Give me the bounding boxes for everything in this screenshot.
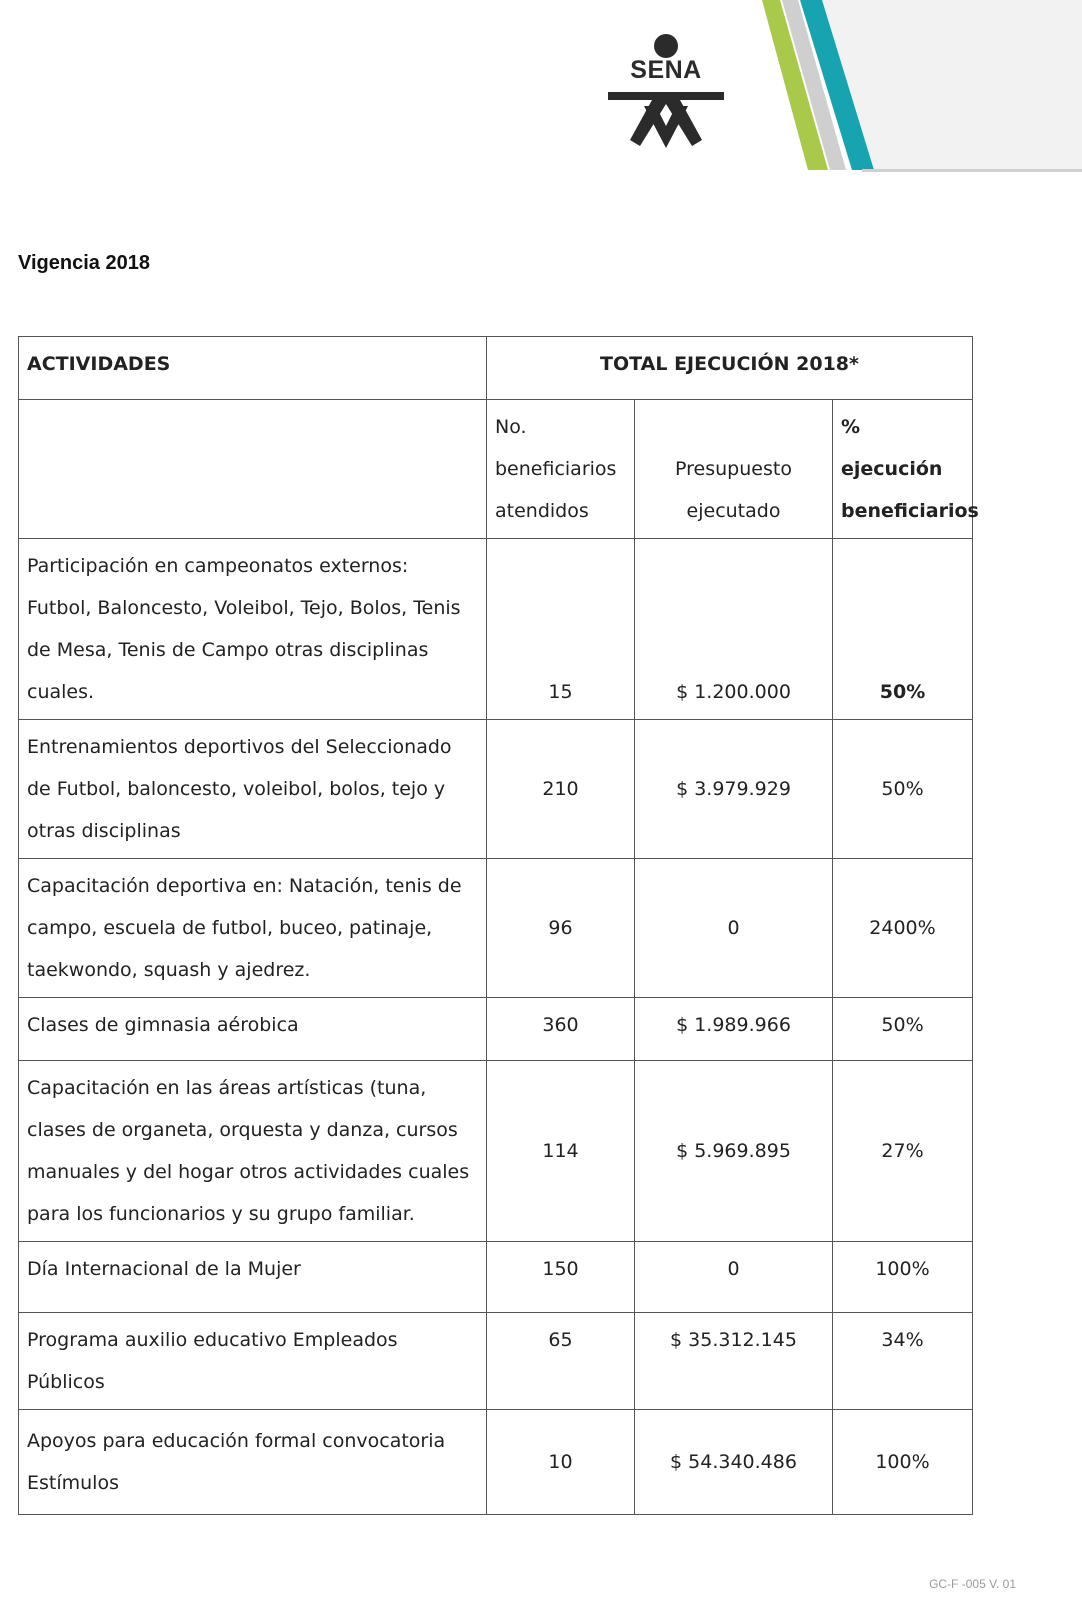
- row-beneficiaries: 114: [487, 1061, 635, 1242]
- subheader-percentage: % ejecución beneficiarios: [833, 400, 973, 539]
- row-activity: Participación en campeonatos externos: Futbol, Baloncesto, Voleibol, Tejo, Bolos, Tenis de Mesa, Tenis de Campo otras disciplinas cuales.: [19, 539, 487, 720]
- row-percentage: 27%: [833, 1061, 973, 1242]
- table-subheader-row: [19, 400, 973, 539]
- table-row: [19, 1313, 973, 1410]
- subheader-empty: [19, 400, 487, 539]
- sena-logo-text: SENA: [630, 56, 702, 84]
- row-budget: $ 1.200.000: [635, 539, 833, 720]
- table-row: [19, 720, 973, 859]
- row-percentage: 50%: [833, 998, 973, 1061]
- row-budget: 0: [635, 1242, 833, 1313]
- row-beneficiaries: 150: [487, 1242, 635, 1313]
- row-activity: Día Internacional de la Mujer: [19, 1242, 487, 1313]
- row-budget: $ 35.312.145: [635, 1313, 833, 1410]
- row-percentage: 2400%: [833, 859, 973, 998]
- row-activity: Programa auxilio educativo Empleados Públicos: [19, 1313, 487, 1410]
- subheader-beneficiaries: No. beneficiarios atendidos: [487, 400, 635, 539]
- table-row: [19, 539, 973, 720]
- row-beneficiaries: 360: [487, 998, 635, 1061]
- row-budget: $ 3.979.929: [635, 720, 833, 859]
- table-row: [19, 1410, 973, 1515]
- row-percentage: 100%: [833, 1410, 973, 1515]
- row-budget: 0: [635, 859, 833, 998]
- table-row: [19, 859, 973, 998]
- row-percentage: 100%: [833, 1242, 973, 1313]
- row-percentage: 34%: [833, 1313, 973, 1410]
- row-beneficiaries: 65: [487, 1313, 635, 1410]
- header-total-execution: TOTAL EJECUCIÓN 2018*: [487, 337, 973, 400]
- row-activity: Clases de gimnasia aérobica: [19, 998, 487, 1061]
- table-row: [19, 1061, 973, 1242]
- row-budget: $ 54.340.486: [635, 1410, 833, 1515]
- row-percentage: 50%: [833, 539, 973, 720]
- row-activity: Capacitación deportiva en: Natación, tenis de campo, escuela de futbol, buceo, patinaje, taekwondo, squash y ajedrez.: [19, 859, 487, 998]
- row-activity: Apoyos para educación formal convocatoria Estímulos: [19, 1410, 487, 1515]
- table-row: [19, 1242, 973, 1313]
- page-title: Vigencia 2018: [18, 252, 150, 274]
- header-stripes-decoration: [762, 0, 1082, 178]
- row-activity: Entrenamientos deportivos del Seleccionado de Futbol, baloncesto, voleibol, bolos, tejo y otras disciplinas: [19, 720, 487, 859]
- row-beneficiaries: 10: [487, 1410, 635, 1515]
- table-row: [19, 998, 973, 1061]
- row-budget: $ 5.969.895: [635, 1061, 833, 1242]
- row-beneficiaries: 15: [487, 539, 635, 720]
- table-header-row: [19, 337, 973, 400]
- form-code: GC-F -005 V. 01: [929, 1577, 1016, 1591]
- header-activities: ACTIVIDADES: [19, 337, 487, 400]
- row-beneficiaries: 210: [487, 720, 635, 859]
- row-budget: $ 1.989.966: [635, 998, 833, 1061]
- subheader-budget: Presupuesto ejecutado: [635, 400, 833, 539]
- sena-logo: [604, 30, 728, 154]
- row-beneficiaries: 96: [487, 859, 635, 998]
- row-activity: Capacitación en las áreas artísticas (tuna, clases de organeta, orquesta y danza, cursos manuales y del hogar otros actividades cuales para los funcionarios y su grupo familiar.: [19, 1061, 487, 1242]
- activities-table: [18, 336, 979, 1515]
- row-percentage: 50%: [833, 720, 973, 859]
